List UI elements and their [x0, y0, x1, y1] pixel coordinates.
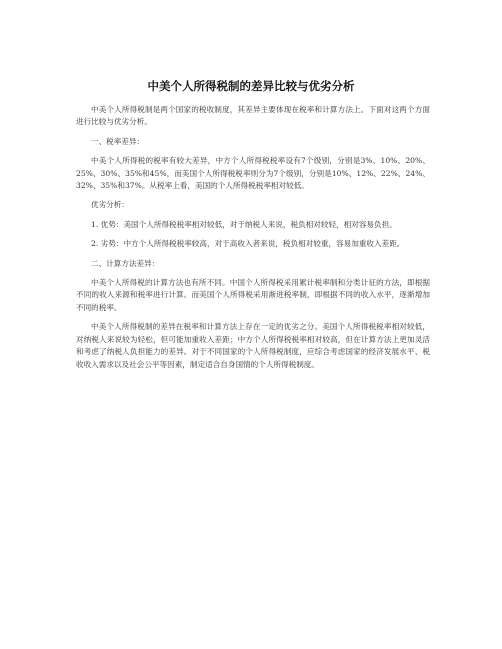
- paragraph-calculation: 中美个人所得税的计算方法也有所不同。中国个人所得税采用累计税率制和分类计征的方法，即根据不同的收入来源和税率进行计算。而美国个人所得税采用渐进税率制，即根据不同的收入水平，逐渐增加不同的税率。: [76, 278, 430, 312]
- heading-tax-rate: 一、税率差异：: [91, 136, 145, 146]
- paragraph-intro: 中美个人所得税制是两个国家的税收制度，其差异主要体现在税率和计算方法上。下面对这两个方面进行比较与优劣分析。: [76, 105, 430, 127]
- paragraph-advantage: 1. 优势：美国个人所得税税率相对较低，对于纳税人来说，税负相对较轻，相对容易负担。: [91, 219, 397, 229]
- paragraph-disadvantage: 2. 劣势：中方个人所得税税率较高，对于高收入者来说，税负相对较重，容易加重收入差距。: [91, 239, 405, 249]
- paragraph-conclusion: 中美个人所得税制的差异在税率和计算方法上存在一定的优劣之分。美国个人所得税税率相对较低，对纳税人来说较为轻松，但可能加重收入差距；中方个人所得税税率相对较高，但在计算方法上更加灵活和考虑了纳税人负担能力的差异。对于不同国家的个人所得税制度，应综合考虑国家的经济发展水平、税收收入需求以及社会公平等因素，制定适合自身国情的个人所得税制度。: [76, 322, 430, 369]
- document-title: 中美个人所得税制的差异比较与优劣分析: [147, 79, 355, 93]
- heading-calculation: 二、计算方法差异：: [91, 258, 160, 268]
- document-body: [76, 104, 430, 378]
- heading-analysis: 优劣分析：: [91, 200, 129, 210]
- paragraph-tax-rate: 中美个人所得税的税率有较大差异，中方个人所得税税率设有7个级别，分别是3%、10%、20%、25%、30%、35%和45%，而美国个人所得税税率则分为7个级别，分别是10%、12%、22%、24%、32%、35%和37%。从税率上看，美国的个人所得税税率相对较低。: [76, 156, 430, 191]
